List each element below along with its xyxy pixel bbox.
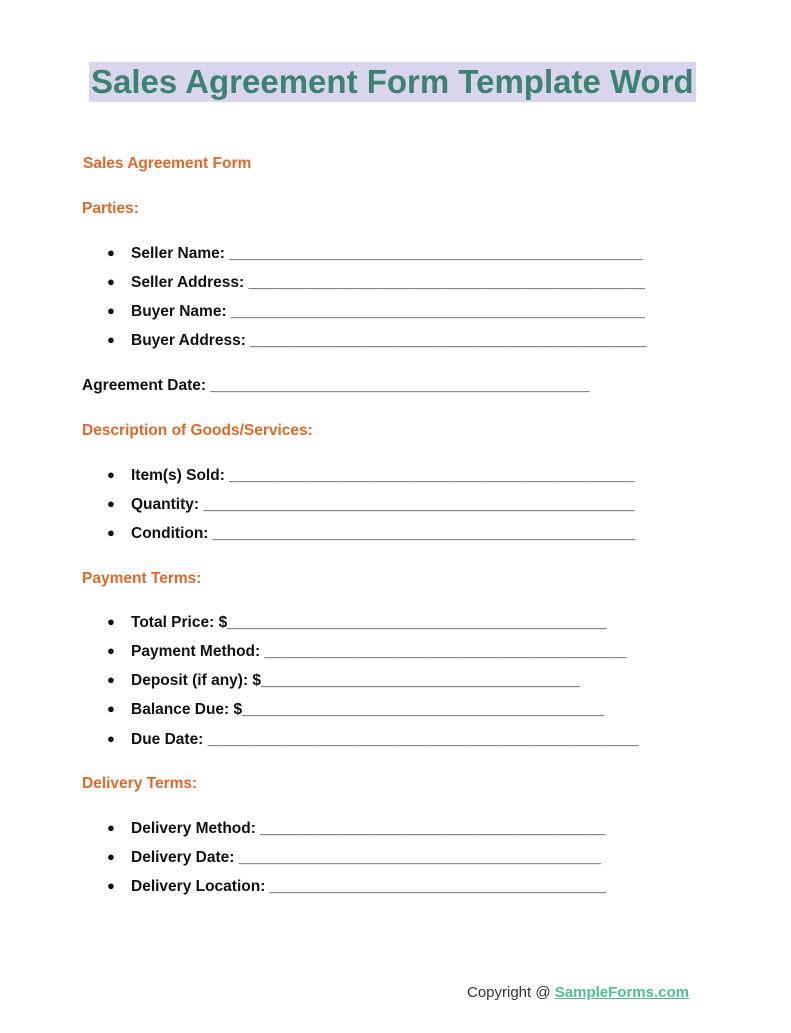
bullet-icon: ● xyxy=(107,731,115,746)
field-seller-name[interactable]: Seller Name: ________________________________________________ xyxy=(131,245,643,262)
bullet-icon: ● xyxy=(107,820,115,835)
field-payment-method[interactable]: Payment Method: __________________________________________ xyxy=(131,643,627,660)
field-total-price[interactable]: Total Price: $____________________________________________ xyxy=(131,614,607,631)
bullet-icon: ● xyxy=(107,467,115,482)
page-title: Sales Agreement Form Template Word xyxy=(91,63,694,100)
bullet-icon: ● xyxy=(107,496,115,511)
field-condition[interactable]: Condition: _________________________________________________ xyxy=(131,525,636,542)
field-buyer-address[interactable]: Buyer Address: ______________________________________________ xyxy=(131,332,647,349)
field-delivery-location[interactable]: Delivery Location: _______________________________________ xyxy=(131,878,606,895)
field-delivery-date[interactable]: Delivery Date: __________________________________________ xyxy=(131,849,601,866)
field-due-date[interactable]: Due Date: __________________________________________________ xyxy=(131,731,639,748)
list-item[interactable] xyxy=(107,614,606,632)
list-item[interactable] xyxy=(107,303,645,321)
list-item[interactable] xyxy=(107,820,605,838)
list-item[interactable] xyxy=(107,245,643,263)
bullet-icon: ● xyxy=(107,525,115,540)
list-item[interactable] xyxy=(107,849,601,867)
field-deposit[interactable]: Deposit (if any): $_____________________________________ xyxy=(131,672,580,689)
list-item[interactable] xyxy=(107,731,639,749)
list-item[interactable] xyxy=(107,701,604,719)
bullet-icon: ● xyxy=(107,303,115,318)
field-balance-due[interactable]: Balance Due: $__________________________________________ xyxy=(131,701,605,718)
field-buyer-name[interactable]: Buyer Name: ________________________________________________ xyxy=(131,303,645,320)
list-item[interactable] xyxy=(107,643,627,661)
section-heading-parties: Parties: xyxy=(82,200,139,217)
copyright-text: Copyright @ xyxy=(467,984,555,1001)
list-item[interactable] xyxy=(107,274,645,292)
bullet-icon: ● xyxy=(107,643,115,658)
section-heading-payment: Payment Terms: xyxy=(82,570,202,587)
form-heading: Sales Agreement Form xyxy=(83,155,252,172)
list-item[interactable] xyxy=(107,525,635,543)
bullet-icon: ● xyxy=(107,274,115,289)
list-item[interactable] xyxy=(107,878,606,896)
list-item[interactable] xyxy=(107,332,647,350)
field-seller-address[interactable]: Seller Address: ______________________________________________ xyxy=(131,274,645,291)
bullet-icon: ● xyxy=(107,701,115,716)
bullet-icon: ● xyxy=(107,332,115,347)
field-agreement-date[interactable]: Agreement Date: ____________________________________________ xyxy=(82,377,590,394)
list-item[interactable] xyxy=(107,672,580,690)
bullet-icon: ● xyxy=(107,245,115,260)
section-heading-goods: Description of Goods/Services: xyxy=(82,422,313,439)
bullet-icon: ● xyxy=(107,672,115,687)
list-item[interactable] xyxy=(107,496,634,514)
copyright-footer xyxy=(467,984,689,1001)
section-heading-delivery: Delivery Terms: xyxy=(82,775,198,792)
field-items-sold[interactable]: Item(s) Sold: _______________________________________________ xyxy=(131,467,635,484)
brand-link[interactable]: SampleForms.com xyxy=(554,984,689,1001)
bullet-icon: ● xyxy=(107,614,115,629)
list-item[interactable] xyxy=(107,467,634,485)
field-delivery-method[interactable]: Delivery Method: ________________________________________ xyxy=(131,820,606,837)
bullet-icon: ● xyxy=(107,878,115,893)
bullet-icon: ● xyxy=(107,849,115,864)
field-quantity[interactable]: Quantity: __________________________________________________ xyxy=(131,496,635,513)
